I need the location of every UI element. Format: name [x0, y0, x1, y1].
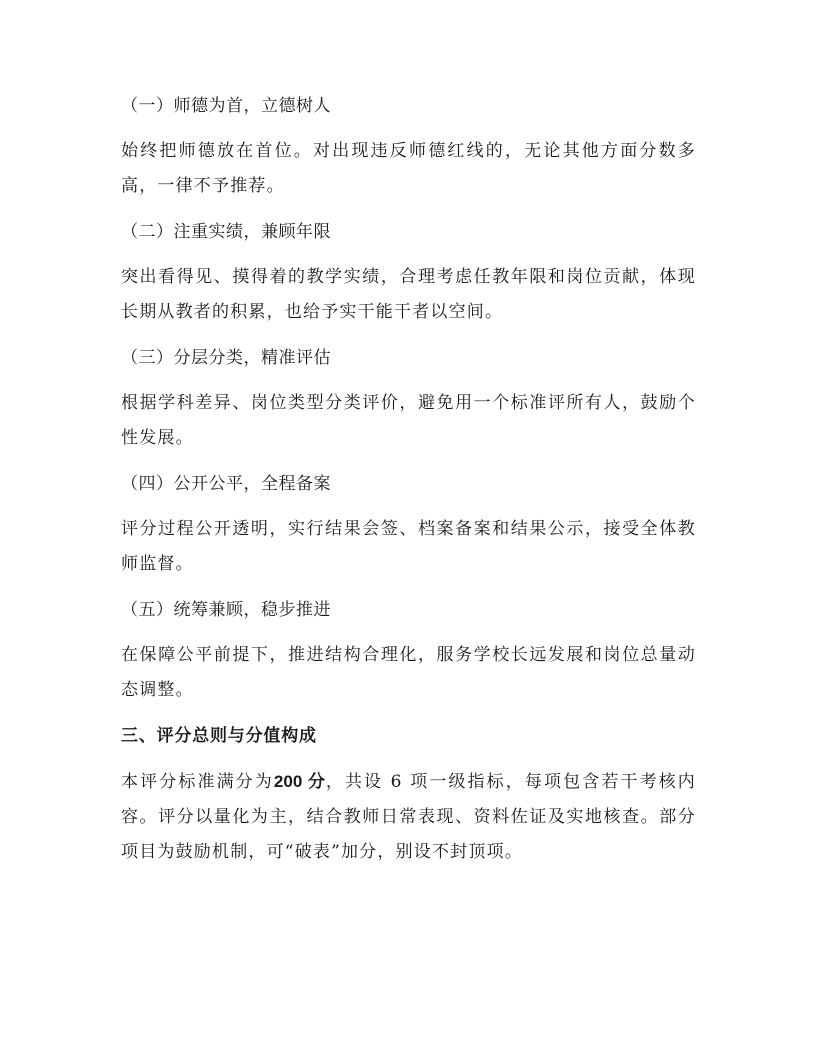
- principle-4-heading: （四）公开公平，全程备案: [121, 474, 331, 494]
- total-score: 200 分: [273, 772, 326, 791]
- principle-4-body: 评分过程公开透明，实行结果会签、档案备案和结果公示，接受全体教师监督。: [121, 519, 696, 574]
- section-3-body-prefix: 本评分标准满分为: [121, 772, 274, 792]
- principle-1-body: 始终把师德放在首位。对出现违反师德红线的，无论其他方面分数多高，一律不予推荐。: [121, 141, 696, 196]
- section-3-body: [121, 764, 696, 870]
- principle-2-heading: （二）注重实绩，兼顾年限: [121, 222, 331, 242]
- principle-3-body: 根据学科差异、岗位类型分类评价，避免用一个标准评所有人，鼓励个性发展。: [121, 393, 696, 448]
- section-3-body-suffix: ，共设 6 项一级指标，每项包含若干考核内容。评分以量化为主，结合教师日常表现、资料佐证及实地核查。部分项目为鼓励机制，可“破表”加分，别设不封顶项。: [121, 772, 696, 862]
- section-3-title: 三、评分总则与分值构成: [121, 726, 317, 746]
- principle-5-heading: （五）统筹兼顾，稳步推进: [121, 600, 331, 620]
- principle-2-body: 突出看得见、摸得着的教学实绩，合理考虑任教年限和岗位贡献，体现长期从教者的积累，也给予实干能干者以空间。: [121, 267, 696, 322]
- document-content: [121, 92, 696, 884]
- principle-3-heading: （三）分层分类，精准评估: [121, 348, 331, 368]
- principle-5-body: 在保障公平前提下，推进结构合理化，服务学校长远发展和岗位总量动态调整。: [121, 645, 696, 700]
- principle-1-heading: （一）师德为首，立德树人: [121, 96, 331, 116]
